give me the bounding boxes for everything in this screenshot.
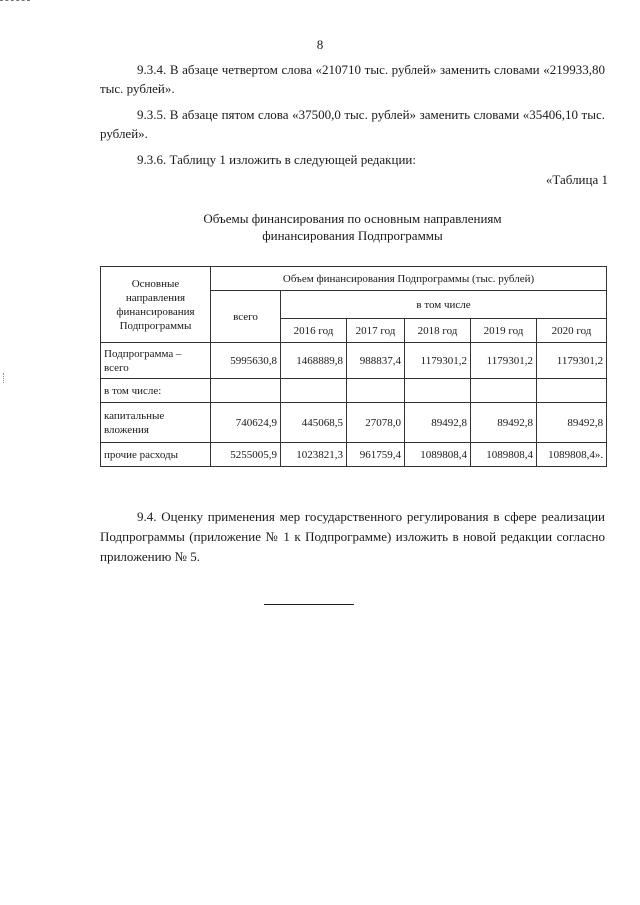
end-divider xyxy=(264,604,354,605)
paragraph-9-3-6: 9.3.6. Таблицу 1 изложить в следующей редакции: xyxy=(137,152,416,167)
header-year: 2020 год xyxy=(537,319,607,343)
row-label: в том числе: xyxy=(101,379,211,403)
header-year: 2016 год xyxy=(281,319,347,343)
caption-line-2: финансирования Подпрограммы xyxy=(262,228,443,243)
cell-value: 89492,8 xyxy=(471,403,537,443)
cell-value xyxy=(281,379,347,403)
paragraph-9-3-5: 9.3.5. В абзаце пятом слова «37500,0 тыс. рублей» заменить словами «35406,10 тыс. рублей». xyxy=(100,107,605,141)
table-row xyxy=(101,343,607,379)
cell-value: 1023821,3 xyxy=(281,443,347,467)
header-including: в том числе xyxy=(281,291,607,319)
cell-value: 445068,5 xyxy=(281,403,347,443)
cell-value: 1179301,2 xyxy=(471,343,537,379)
cell-total: 740624,9 xyxy=(211,403,281,443)
page-number: 8 xyxy=(316,37,324,52)
row-label: капитальные вложения xyxy=(101,403,211,443)
header-year: 2019 год xyxy=(471,319,537,343)
cell-value: 1089808,4». xyxy=(537,443,607,467)
cell-value: 988837,4 xyxy=(347,343,405,379)
table-reference: «Таблица 1 xyxy=(545,172,608,187)
table-row xyxy=(101,443,607,467)
cell-value: 1468889,8 xyxy=(281,343,347,379)
cell-value: 961759,4 xyxy=(347,443,405,467)
financing-table xyxy=(100,266,607,467)
table-row xyxy=(101,379,607,403)
cell-value: 89492,8 xyxy=(405,403,471,443)
row-label: прочие расходы xyxy=(101,443,211,467)
cell-value: 1179301,2 xyxy=(537,343,607,379)
cell-value xyxy=(537,379,607,403)
table-row xyxy=(101,403,607,443)
cell-value: 1089808,4 xyxy=(471,443,537,467)
table-caption xyxy=(100,210,605,244)
cell-value xyxy=(405,379,471,403)
cell-value: 89492,8 xyxy=(537,403,607,443)
cell-value: 1089808,4 xyxy=(405,443,471,467)
cell-total: 5255005,9 xyxy=(211,443,281,467)
header-year: 2018 год xyxy=(405,319,471,343)
scan-edge-mark xyxy=(0,0,30,2)
header-year: 2017 год xyxy=(347,319,405,343)
cell-value xyxy=(347,379,405,403)
cell-value: 27078,0 xyxy=(347,403,405,443)
cell-total: 5995630,8 xyxy=(211,343,281,379)
cell-value xyxy=(471,379,537,403)
header-direction: Основные направления финансирования Подпрограммы xyxy=(101,267,211,343)
row-label: Подпрограмма – всего xyxy=(101,343,211,379)
paragraph-9-3-4: 9.3.4. В абзаце четвертом слова «210710 тыс. рублей» заменить словами «219933,80 тыс. рублей». xyxy=(100,62,605,96)
paragraph-9-4: 9.4. Оценку применения мер государственного регулирования в сфере реализации Подпрограммы (приложение № 1 к Подпрограмме) изложить в новой редакции согласно приложению № 5. xyxy=(100,509,605,564)
cell-value: 1179301,2 xyxy=(405,343,471,379)
cell-total xyxy=(211,379,281,403)
scan-margin-mark xyxy=(3,373,5,383)
header-total: всего xyxy=(211,291,281,343)
caption-line-1: Объемы финансирования по основным направлениям xyxy=(203,211,502,226)
header-volume: Объем финансирования Подпрограммы (тыс. рублей) xyxy=(211,267,607,291)
